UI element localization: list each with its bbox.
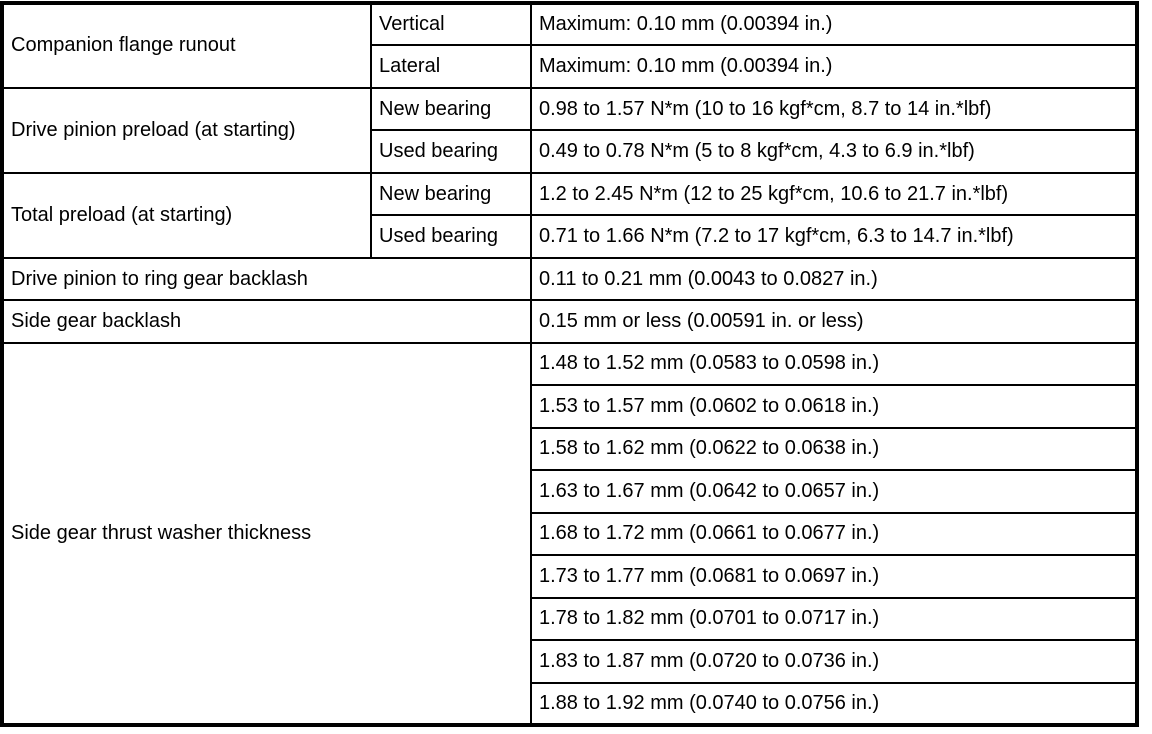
spec-value: Maximum: 0.10 mm (0.00394 in.) — [531, 3, 1137, 45]
spec-value: 1.53 to 1.57 mm (0.0602 to 0.0618 in.) — [531, 385, 1137, 427]
spec-row — [2, 343, 1137, 385]
service-specifications-table — [0, 1, 1139, 727]
spec-item-label: Drive pinion preload (at starting) — [2, 88, 371, 173]
spec-row — [2, 173, 1137, 215]
spec-condition: Used bearing — [371, 215, 531, 257]
spec-value: 0.49 to 0.78 N*m (5 to 8 kgf*cm, 4.3 to 6.9 in.*lbf) — [531, 130, 1137, 172]
spec-row — [2, 3, 1137, 45]
spec-value: 1.73 to 1.77 mm (0.0681 to 0.0697 in.) — [531, 555, 1137, 597]
spec-value: 1.63 to 1.67 mm (0.0642 to 0.0657 in.) — [531, 470, 1137, 512]
spec-value: 0.11 to 0.21 mm (0.0043 to 0.0827 in.) — [531, 258, 1137, 300]
spec-value: 1.68 to 1.72 mm (0.0661 to 0.0677 in.) — [531, 513, 1137, 555]
spec-item-label: Drive pinion to ring gear backlash — [2, 258, 531, 300]
spec-condition: New bearing — [371, 88, 531, 130]
spec-row — [2, 258, 1137, 300]
spec-value: 1.58 to 1.62 mm (0.0622 to 0.0638 in.) — [531, 428, 1137, 470]
spec-value: 1.78 to 1.82 mm (0.0701 to 0.0717 in.) — [531, 598, 1137, 640]
spec-item-label: Companion flange runout — [2, 3, 371, 88]
spec-value: 0.98 to 1.57 N*m (10 to 16 kgf*cm, 8.7 to 14 in.*lbf) — [531, 88, 1137, 130]
spec-item-label: Side gear thrust washer thickness — [2, 343, 531, 725]
spec-value: 1.48 to 1.52 mm (0.0583 to 0.0598 in.) — [531, 343, 1137, 385]
spec-item-label: Side gear backlash — [2, 300, 531, 342]
spec-condition: New bearing — [371, 173, 531, 215]
spec-value: 1.83 to 1.87 mm (0.0720 to 0.0736 in.) — [531, 640, 1137, 682]
spec-value: 0.15 mm or less (0.00591 in. or less) — [531, 300, 1137, 342]
spec-condition: Vertical — [371, 3, 531, 45]
spec-value: 1.88 to 1.92 mm (0.0740 to 0.0756 in.) — [531, 683, 1137, 726]
spec-value: 1.2 to 2.45 N*m (12 to 25 kgf*cm, 10.6 to 21.7 in.*lbf) — [531, 173, 1137, 215]
spec-condition: Used bearing — [371, 130, 531, 172]
spec-row — [2, 88, 1137, 130]
spec-row — [2, 300, 1137, 342]
spec-value: 0.71 to 1.66 N*m (7.2 to 17 kgf*cm, 6.3 to 14.7 in.*lbf) — [531, 215, 1137, 257]
spec-condition: Lateral — [371, 45, 531, 87]
spec-item-label: Total preload (at starting) — [2, 173, 371, 258]
spec-value: Maximum: 0.10 mm (0.00394 in.) — [531, 45, 1137, 87]
